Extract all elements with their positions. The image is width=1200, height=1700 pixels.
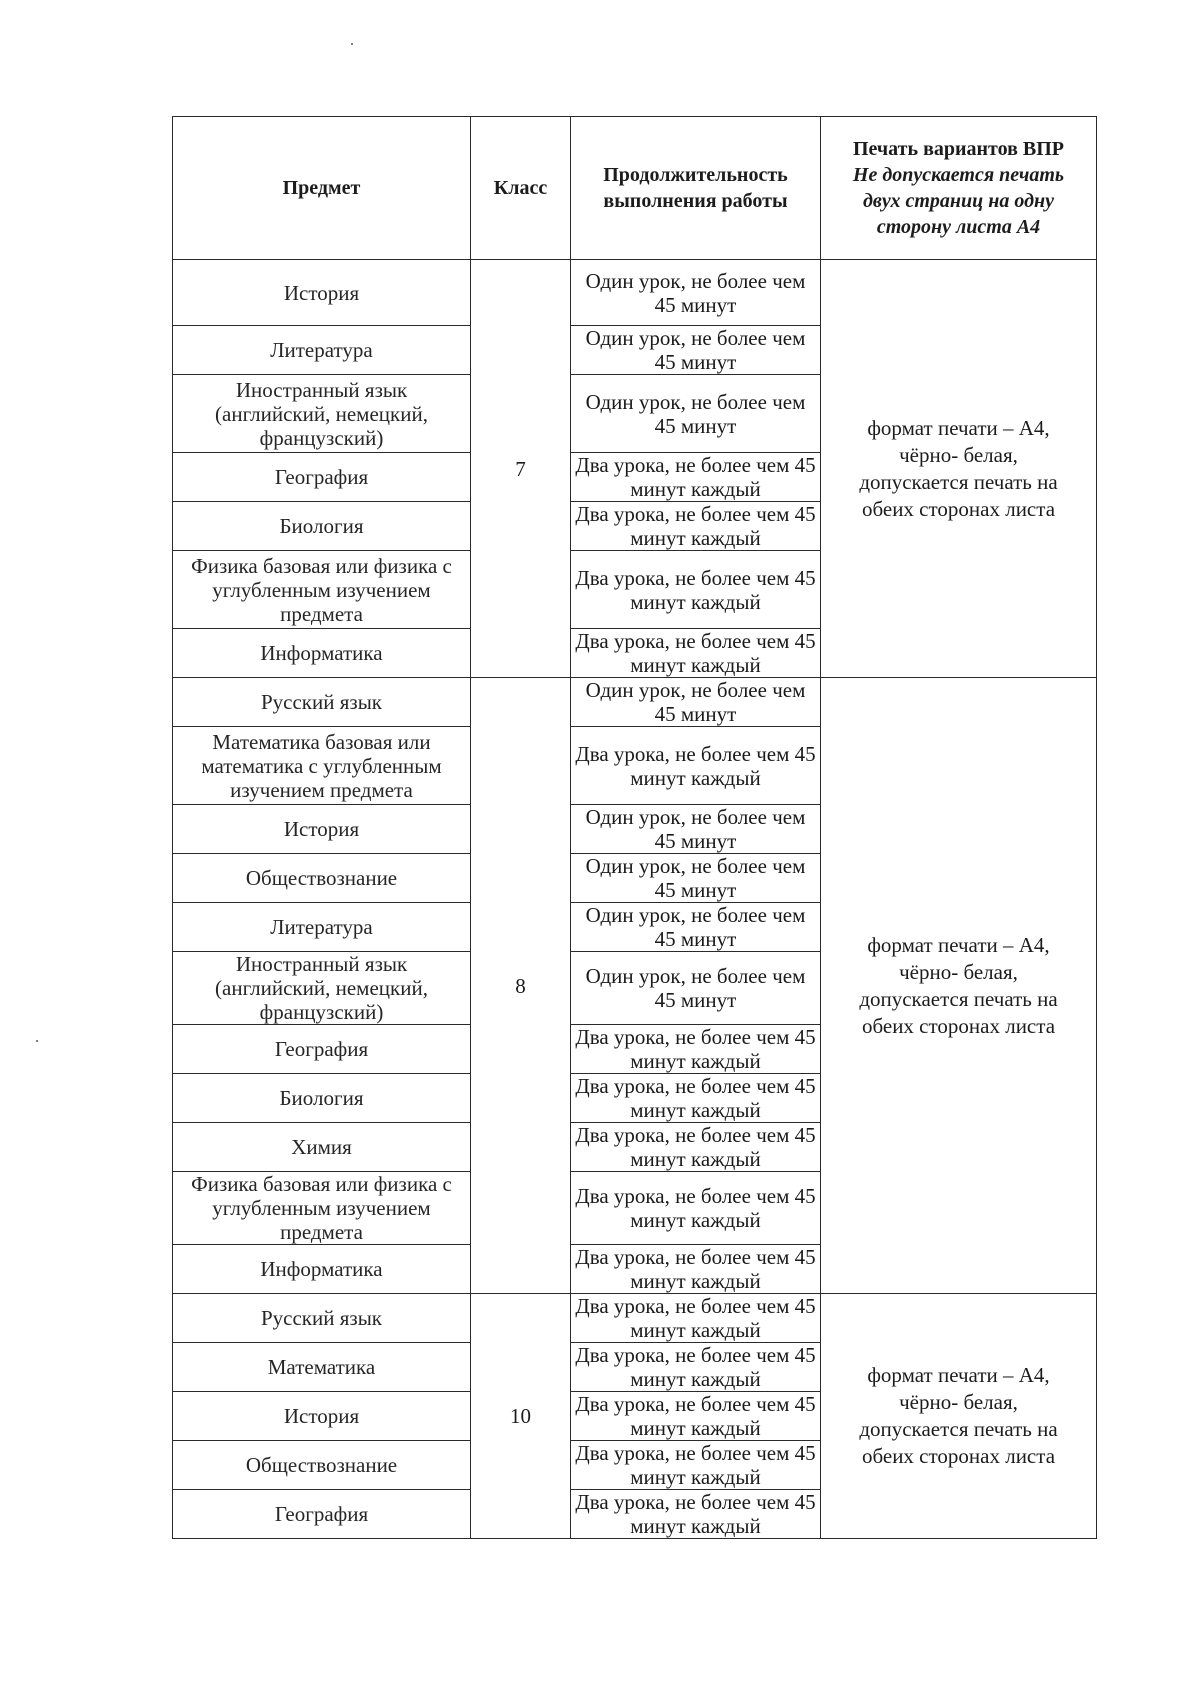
header-print: Печать вариантов ВПР Не допускается печать двух страниц на одну сторону листа А4 [821, 117, 1097, 260]
grade-cell: 10 [471, 1294, 571, 1539]
subject-cell: Физика базовая или физика с углубленным изучением предмета [173, 1172, 471, 1245]
print-format-line: обеих сторонах листа [861, 1444, 1056, 1468]
subject-cell: История [173, 805, 471, 854]
print-format-line: чёрно- белая, [899, 959, 1018, 984]
print-format-line: допускается печать на [859, 469, 1058, 494]
print-format-line: чёрно- белая, [899, 442, 1018, 467]
duration-cell: Два урока, не более чем 45 минут каждый [571, 727, 821, 805]
subject-cell: Биология [173, 1074, 471, 1123]
print-format-cell [821, 678, 1097, 1294]
subject-cell: Биология [173, 502, 471, 551]
print-format-line: формат печати – А4, [867, 1363, 1050, 1387]
subject-cell: Информатика [173, 1245, 471, 1294]
print-format-cell [821, 260, 1097, 678]
duration-cell: Два урока, не более чем 45 минут каждый [571, 1172, 821, 1245]
table-header-row [173, 117, 1097, 260]
header-duration: Продолжительность выполнения работы [571, 117, 821, 260]
duration-cell: Два урока, не более чем 45 минут каждый [571, 453, 821, 502]
subject-cell: Математика базовая или математика с углубленным изучением предмета [173, 727, 471, 805]
duration-cell: Два урока, не более чем 45 минут каждый [571, 1392, 821, 1441]
subject-cell: География [173, 1025, 471, 1074]
duration-cell: Один урок, не более чем 45 минут [571, 326, 821, 375]
duration-cell: Два урока, не более чем 45 минут каждый [571, 1294, 821, 1343]
header-grade: Класс [471, 117, 571, 260]
subject-cell: Информатика [173, 629, 471, 678]
subject-cell: Химия [173, 1123, 471, 1172]
duration-cell: Один урок, не более чем 45 минут [571, 260, 821, 326]
duration-cell: Один урок, не более чем 45 минут [571, 903, 821, 952]
duration-cell: Один урок, не более чем 45 минут [571, 952, 821, 1025]
print-format-cell [821, 1294, 1097, 1539]
print-format-line: обеих сторонах листа [861, 1013, 1056, 1038]
subject-cell: Литература [173, 326, 471, 375]
subject-cell: Физика базовая или физика с углубленным изучением предмета [173, 551, 471, 629]
scan-speck [36, 1040, 38, 1042]
duration-cell: Один урок, не более чем 45 минут [571, 375, 821, 453]
duration-cell: Два урока, не более чем 45 минут каждый [571, 502, 821, 551]
print-format-line: обеих сторонах листа [861, 496, 1056, 521]
duration-cell: Один урок, не более чем 45 минут [571, 854, 821, 903]
duration-cell: Два урока, не более чем 45 минут каждый [571, 1490, 821, 1539]
table-row [173, 1294, 1097, 1343]
duration-cell: Два урока, не более чем 45 минут каждый [571, 1123, 821, 1172]
table-row [173, 678, 1097, 727]
subject-cell: Обществознание [173, 854, 471, 903]
vpr-schedule-table [172, 116, 1097, 1539]
grade-cell: 7 [471, 260, 571, 678]
duration-cell: Два урока, не более чем 45 минут каждый [571, 551, 821, 629]
scan-speck [351, 43, 353, 45]
subject-cell: Иностранный язык (английский, немецкий, французский) [173, 952, 471, 1025]
duration-cell: Два урока, не более чем 45 минут каждый [571, 1074, 821, 1123]
subject-cell: История [173, 1392, 471, 1441]
duration-cell: Два урока, не более чем 45 минут каждый [571, 1343, 821, 1392]
grade-cell: 8 [471, 678, 571, 1294]
print-format-line: допускается печать на [859, 1417, 1058, 1441]
subject-cell: Литература [173, 903, 471, 952]
table-body [173, 260, 1097, 1539]
duration-cell: Два урока, не более чем 45 минут каждый [571, 1025, 821, 1074]
print-format-line: формат печати – А4, [867, 415, 1050, 440]
duration-cell: Два урока, не более чем 45 минут каждый [571, 629, 821, 678]
subject-cell: История [173, 260, 471, 326]
duration-cell: Один урок, не более чем 45 минут [571, 805, 821, 854]
duration-cell: Один урок, не более чем 45 минут [571, 678, 821, 727]
subject-cell: Русский язык [173, 1294, 471, 1343]
header-subject: Предмет [173, 117, 471, 260]
subject-cell: Обществознание [173, 1441, 471, 1490]
subject-cell: Русский язык [173, 678, 471, 727]
print-format-line: допускается печать на [859, 986, 1058, 1011]
subject-cell: География [173, 453, 471, 502]
subject-cell: Математика [173, 1343, 471, 1392]
duration-cell: Два урока, не более чем 45 минут каждый [571, 1245, 821, 1294]
print-format-line: чёрно- белая, [899, 1390, 1018, 1414]
print-format-line: формат печати – А4, [867, 932, 1050, 957]
subject-cell: География [173, 1490, 471, 1539]
table-row [173, 260, 1097, 326]
duration-cell: Два урока, не более чем 45 минут каждый [571, 1441, 821, 1490]
subject-cell: Иностранный язык (английский, немецкий, французский) [173, 375, 471, 453]
